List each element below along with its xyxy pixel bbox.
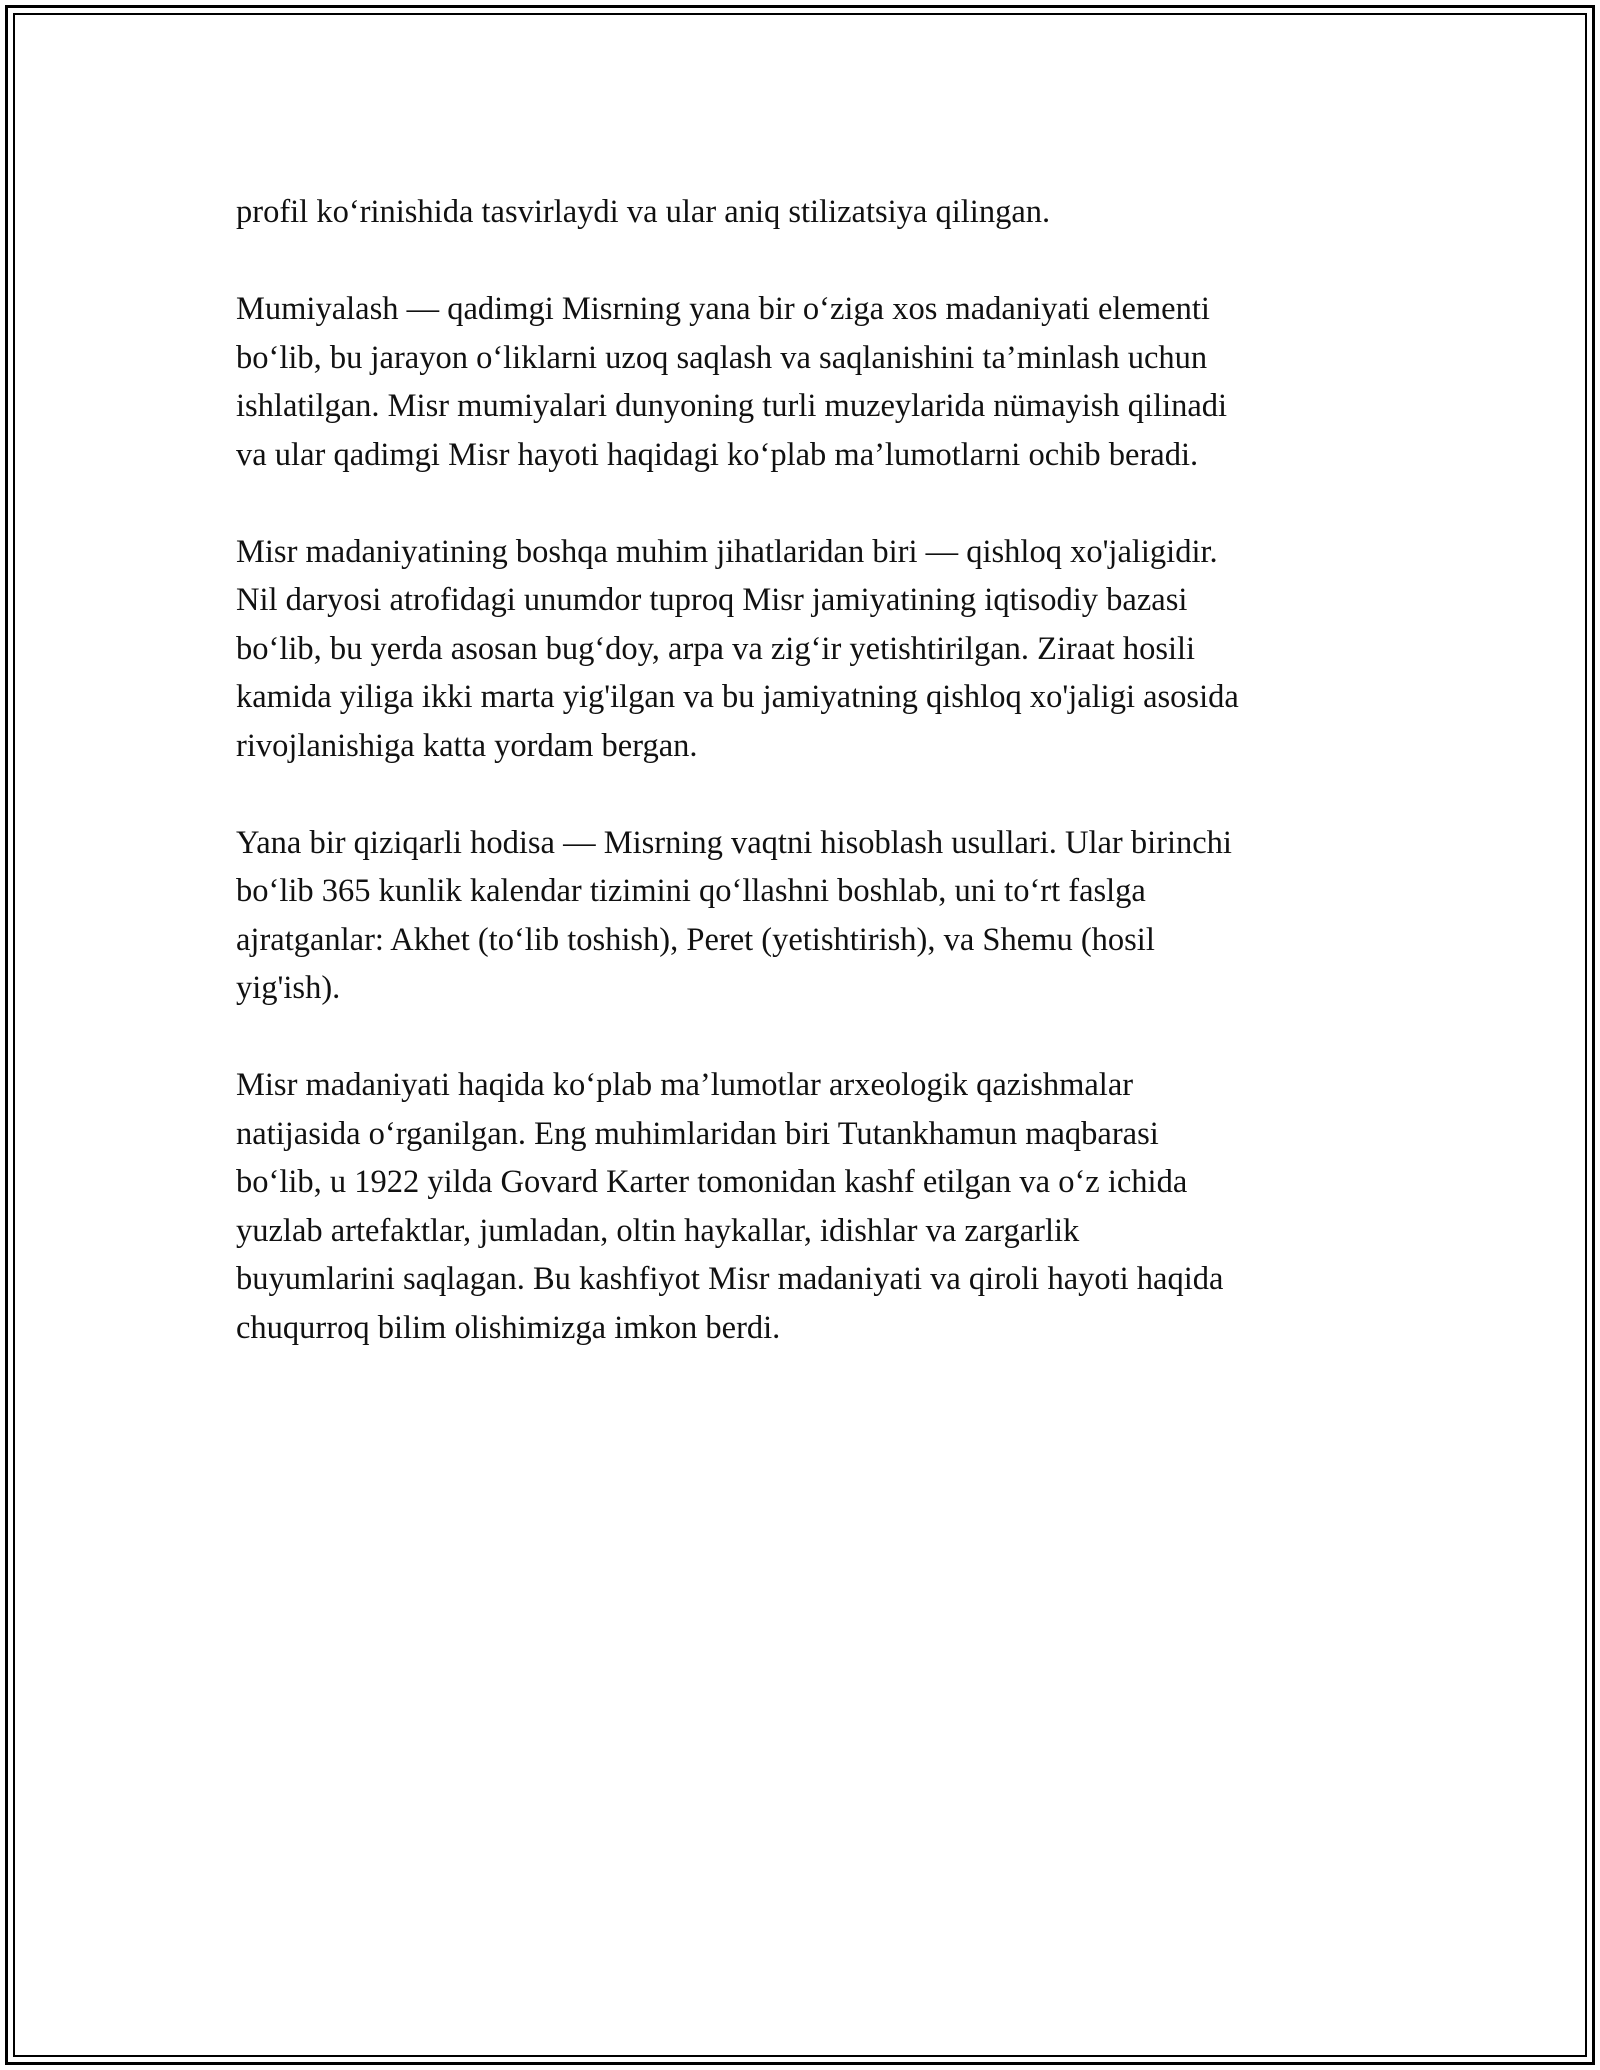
paragraph-5: Misr madaniyati haqida ko‘plab ma’lumotlar arxeologik qazishmalar natijasida o‘rganilgan. Eng muhimlaridan biri Tutankhamun maqbarasi bo‘lib, u 1922 yilda Govard Karter tomonidan kashf etilgan va o‘z ichida yuzlab artefaktlar, jumladan, oltin haykallar, idishlar va zargarlik buyumlarini saqlagan. Bu kashfiyot Misr madaniyati va qiroli hayoti haqida chuqurroq bilim olishimizga imkon berdi. bbox=[236, 1067, 1224, 1346]
document-body bbox=[236, 188, 1376, 1401]
paragraph-2: Mumiyalash — qadimgi Misrning yana bir o‘ziga xos madaniyati elementi bo‘lib, bu jarayon o‘liklarni uzoq saqlash va saqlanishini ta’minlash uchun ishlatilgan. Misr mumiyalari dunyoning turli muzeylarida nümayish qilinadi va ular qadimgi Misr hayoti haqidagi ko‘plab ma’lumotlarni ochib beradi. bbox=[236, 291, 1228, 473]
paragraph-4: Yana bir qiziqarli hodisa — Misrning vaqtni hisoblash usullari. Ular birinchi bo‘lib 365 kunlik kalendar tizimini qo‘llashni boshlab, uni to‘rt faslga ajratganlar: Akhet (to‘lib toshish), Peret (yetishtirish), va Shemu (hosil yig'ish). bbox=[236, 824, 1232, 1006]
paragraph-1: profil ko‘rinishida tasvirlaydi va ular aniq stilizatsiya qilingan. bbox=[236, 194, 1051, 230]
paragraph-3: Misr madaniyatining boshqa muhim jihatlaridan biri — qishloq xo'jaligidir. Nil daryosi atrofidagi unumdor tuproq Misr jamiyatining iqtisodiy bazasi bo‘lib, bu yerda asosan bug‘doy, arpa va zig‘ir yetishtirilgan. Ziraat hosili kamida yiliga ikki marta yig'ilgan va bu jamiyatning qishloq xo'jaligi asosida rivojlanishiga katta yordam bergan. bbox=[236, 533, 1239, 764]
